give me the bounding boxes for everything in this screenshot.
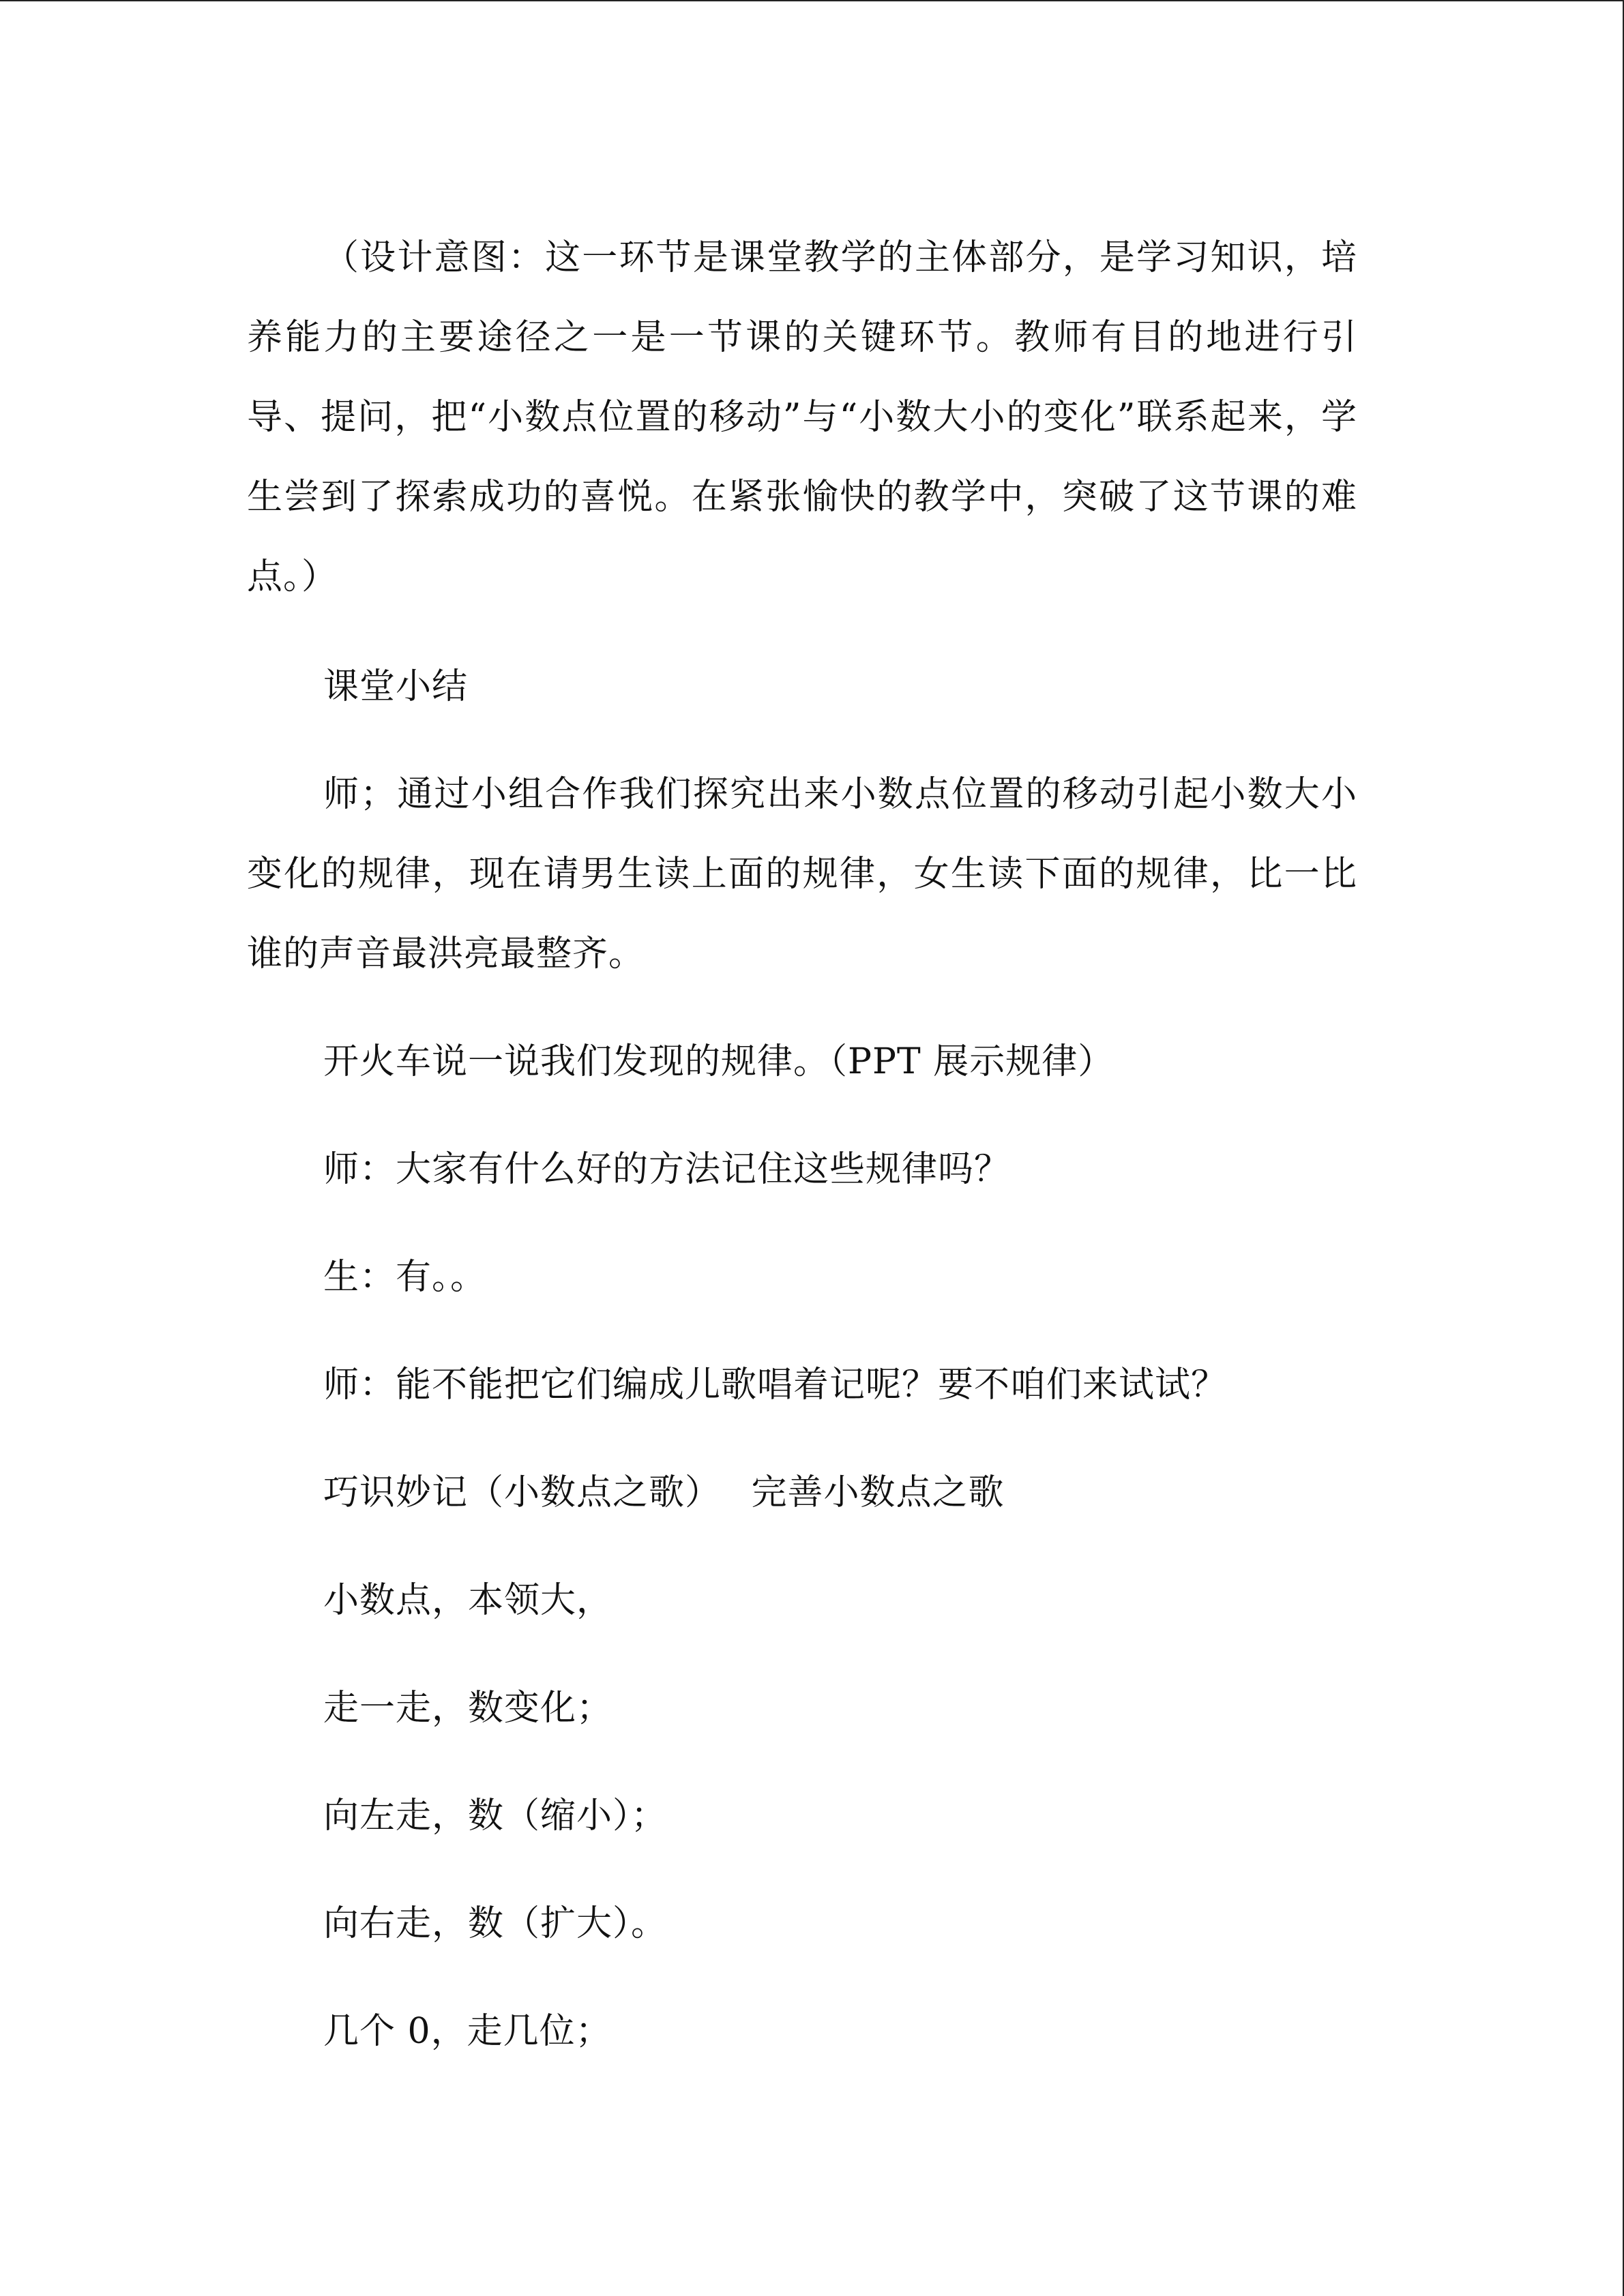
song-line: 走一走，数变化； — [323, 1688, 613, 1729]
teacher-summary-paragraph: 师；通过小组合作我们探究出来小数点位置的移动引起小数大小变化的规律，现在请男生读上面的规律，女生读下面的规律，比一比谁的声音最洪亮最整齐。 — [247, 774, 1357, 974]
design-intent-paragraph: （设计意图：这一环节是课堂教学的主体部分，是学习知识，培养能力的主要途径之一是一节课的关键环节。教师有目的地进行引导、提问，把“小数点位置的移动”与“小数大小的变化”联系起来，学生尝到了探索成功的喜悦。在紧张愉快的教学中，突破了这节课的难点。） — [247, 237, 1357, 597]
student-answer-line: 生：有。。 — [323, 1257, 487, 1298]
song-line: 向左走，数（缩小）； — [323, 1795, 668, 1836]
song-line: 几个 0，走几位； — [323, 2011, 612, 2052]
song-line: 小数点，本领大， — [323, 1580, 613, 1621]
document-body — [247, 218, 1357, 2100]
teacher-question-line: 师：大家有什么好的方法记住这些规律吗？ — [323, 1149, 1011, 1190]
song-line: 向右走，数（扩大）。 — [323, 1903, 668, 1944]
teacher-suggestion-line: 师：能不能把它们编成儿歌唱着记呢？要不咱们来试试？ — [323, 1365, 1228, 1405]
section-heading-class-summary: 课堂小结 — [323, 666, 469, 707]
train-activity-line: 开火车说一说我们发现的规律。（PPT 展示规律） — [323, 1041, 1114, 1082]
song-title-line: 巧识妙记（小数点之歌） 完善小数点之歌 — [323, 1472, 1005, 1513]
